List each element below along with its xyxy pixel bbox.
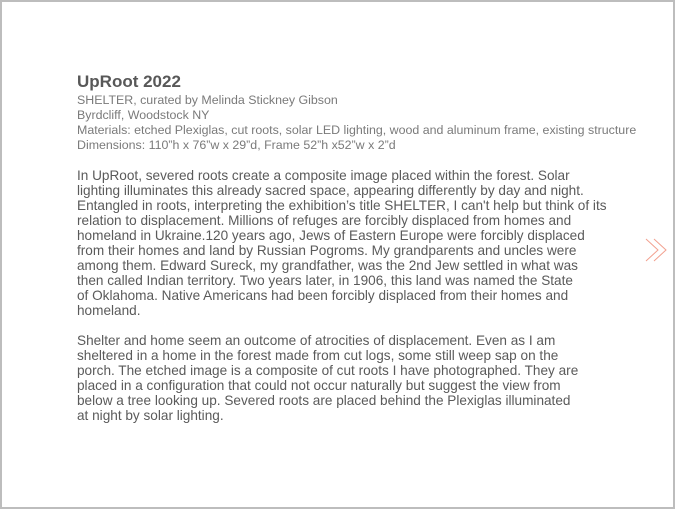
text-line: from their homes and land by Russian Pogroms. My grandparents and uncles were [77, 243, 577, 258]
dimensions-line: Dimensions: 110”h x 76”w x 29”d, Frame 52”h x52”w x 2”d [77, 138, 396, 152]
statement-paragraph [77, 333, 657, 423]
next-page-button[interactable] [644, 237, 670, 263]
text-line: at night by solar lighting. [77, 408, 224, 423]
text-line: below a tree looking up. Severed roots are placed behind the Plexiglas illuminated [77, 393, 571, 408]
text-line: placed in a configuration that could not occur naturally but suggest the view from [77, 378, 561, 393]
materials-line: Materials: etched Plexiglas, cut roots, solar LED lighting, wood and aluminum frame, existing structure [77, 123, 637, 137]
text-line: sheltered in a home in the forest made from cut logs, some still weep sap on the [77, 348, 559, 363]
text-line: of Oklahoma. Native Americans had been forcibly displaced from their homes and [77, 288, 569, 303]
statement-body [77, 168, 657, 423]
text-line: homeland in Ukraine.120 years ago, Jews of Eastern Europe were forcibly displaced [77, 228, 585, 243]
text-line: then called Indian territory. Two years later, in 1906, this land was named the State [77, 273, 573, 288]
location-line: Byrdcliff, Woodstock NY [77, 108, 210, 122]
text-line: In UpRoot, severed roots create a composite image placed within the forest. Solar [77, 168, 570, 183]
text-line: Shelter and home seem an outcome of atrocities of displacement. Even as I am [77, 333, 556, 348]
exhibition-line: SHELTER, curated by Melinda Stickney Gibson [77, 93, 338, 107]
text-line: relation to displacement. Millions of refuges are forcibly displaced from homes and [77, 213, 572, 228]
project-title: UpRoot 2022 [77, 72, 181, 91]
text-line: among them. Edward Sureck, my grandfather, was the 2nd Jew settled in what was [77, 258, 578, 273]
project-description [77, 71, 657, 423]
text-line: homeland. [77, 303, 141, 318]
double-chevron-right-icon [644, 237, 670, 263]
text-line: lighting illuminates this already sacred space, appearing differently by day and night. [77, 183, 584, 198]
text-line: Entangled in roots, interpreting the exhibition’s title SHELTER, I can't help but think of its [77, 198, 607, 213]
text-line: porch. The etched image is a composite of cut roots I have photographed. They are [77, 363, 579, 378]
statement-paragraph [77, 168, 657, 318]
